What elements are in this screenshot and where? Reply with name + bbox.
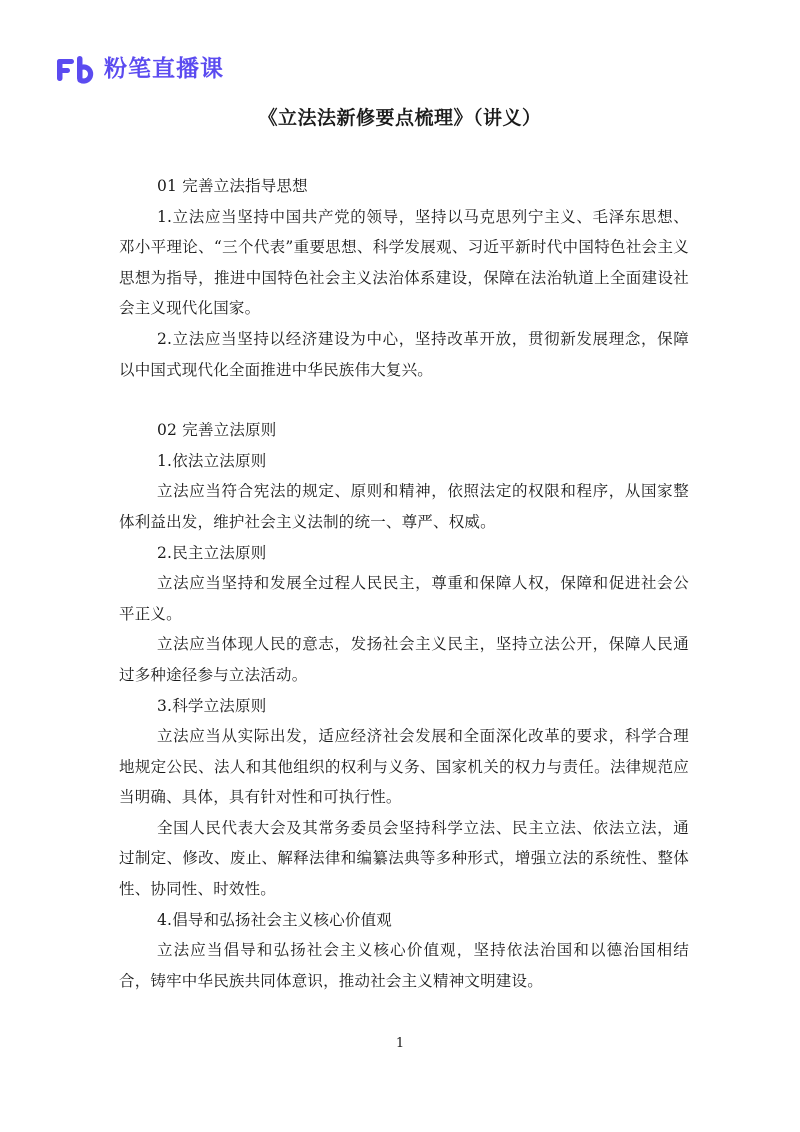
subheading: 3.科学立法原则 — [157, 696, 267, 715]
paragraph: 立法应当倡导和弘扬社会主义核心价值观，坚持依法治国和以德治国相结合，铸牢中华民族共同体意识，推动社会主义精神文明建设。 — [119, 941, 689, 990]
section-spacer — [119, 385, 689, 415]
page-number: 1 — [395, 1036, 405, 1051]
section-heading: 01 完善立法指导思想 — [157, 177, 308, 195]
document-title: 《立法法新修要点梳理》（讲义） — [258, 107, 542, 129]
paragraph: 1.立法应当坚持中国共产党的领导，坚持以马克思列宁主义、毛泽东思想、邓小平理论、“三个代表”重要思想、科学发展观、习近平新时代中国特色社会主义思想为指导，推进中国特色社会主义法治体系建设，保障在法治轨道上全面建设社会主义现代化国家。 — [119, 207, 689, 318]
subheading: 2.民主立法原则 — [157, 543, 267, 562]
document-body — [119, 171, 689, 996]
brand-name: 粉笔直播课 — [104, 56, 224, 82]
paragraph: 立法应当体现人民的意志，发扬社会主义民主，坚持立法公开，保障人民通过多种途径参与立法活动。 — [119, 635, 689, 684]
paragraph: 2.立法应当坚持以经济建设为中心，坚持改革开放，贯彻新发展理念，保障以中国式现代化全面推进中华民族伟大复兴。 — [119, 329, 689, 379]
paragraph: 立法应当符合宪法的规定、原则和精神，依照法定的权限和程序，从国家整体利益出发，维护社会主义法制的统一、尊严、权威。 — [119, 482, 689, 531]
section-legislative-principles — [119, 415, 689, 996]
subheading: 1.依法立法原则 — [157, 451, 267, 470]
paragraph: 立法应当坚持和发展全过程人民民主，尊重和保障人权，保障和促进社会公平正义。 — [119, 574, 689, 623]
brand-logo — [56, 52, 224, 86]
subheading: 4.倡导和弘扬社会主义核心价值观 — [157, 910, 392, 929]
section-guiding-ideology — [119, 171, 689, 385]
paragraph: 立法应当从实际出发，适应经济社会发展和全面深化改革的要求，科学合理地规定公民、法人和其他组织的权利与义务、国家机关的权力与责任。法律规范应当明确、具体，具有针对性和可执行性。 — [119, 727, 689, 807]
fb-logo-icon — [56, 54, 98, 84]
paragraph: 全国人民代表大会及其常务委员会坚持科学立法、民主立法、依法立法，通过制定、修改、废止、解释法律和编纂法典等多种形式，增强立法的系统性、整体性、协同性、时效性。 — [119, 818, 689, 899]
section-heading: 02 完善立法原则 — [157, 421, 277, 440]
